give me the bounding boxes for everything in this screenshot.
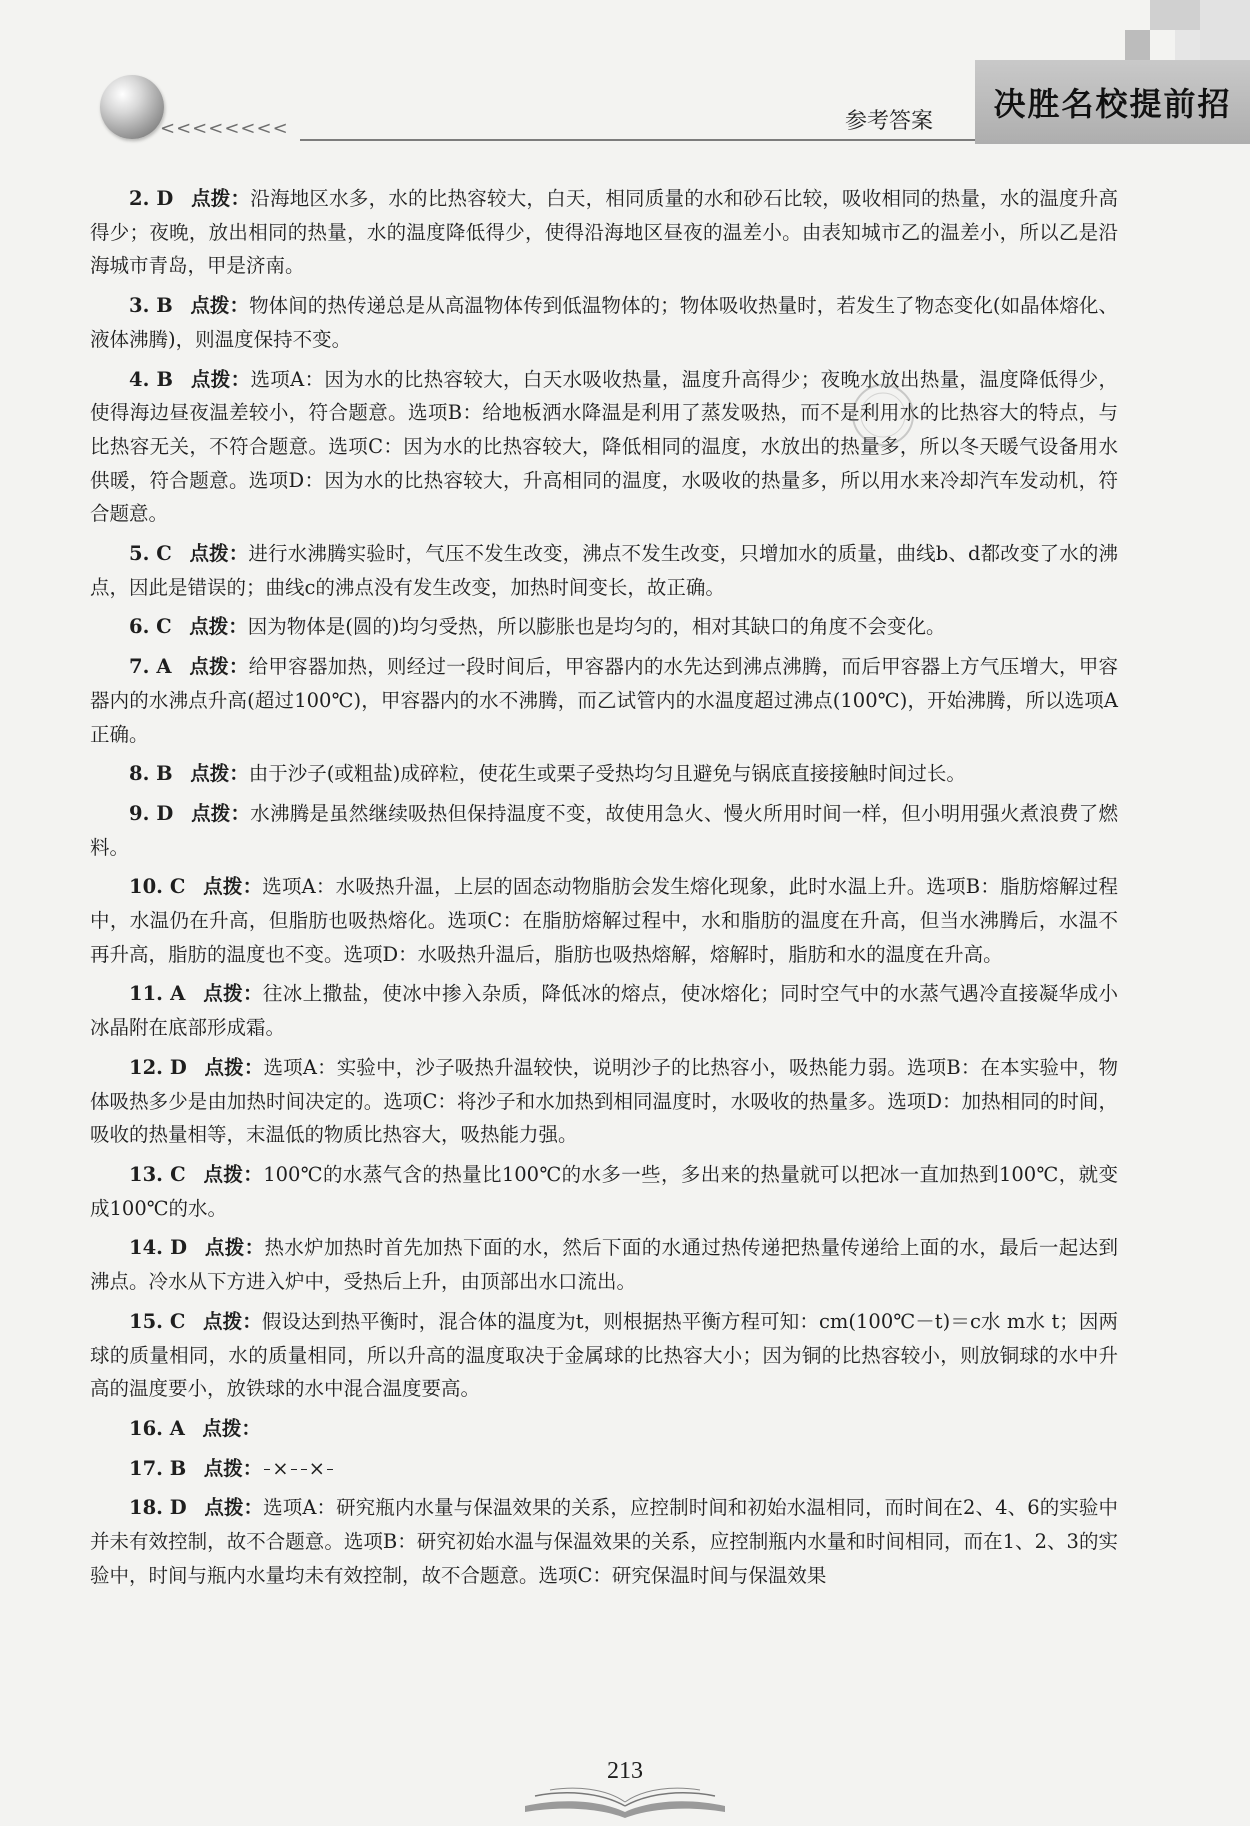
answer-item: [90, 289, 1118, 356]
seal-stamp-icon: [848, 380, 918, 454]
fraction: [327, 1467, 333, 1472]
answer-number: 8. B: [129, 762, 173, 786]
answer-number: 17. B: [129, 1456, 187, 1480]
hint-label: 点拨：: [190, 367, 251, 391]
answer-item: [90, 1491, 1118, 1592]
answer-item: [90, 1158, 1118, 1225]
answer-text: 水沸腾是虽然继续吸热但保持温度不变，故使用急火、慢火所用时间一样，但小明用强火煮浪费了燃料。: [90, 801, 1118, 859]
answer-number: 11. A: [129, 982, 186, 1006]
fraction-denominator: [264, 1470, 270, 1472]
answer-item: [90, 182, 1118, 283]
hint-label: 点拨：: [204, 1236, 265, 1260]
answer-number: 13. C: [129, 1162, 186, 1186]
answer-number: 12. D: [129, 1055, 187, 1079]
answer-item: [90, 757, 1118, 791]
answer-text: 由于沙子(或粗盐)成碎粒，使花生或栗子受热均匀且避免与锅底直接接触时间过长。: [248, 762, 966, 786]
answer-text: 沿海地区水多，水的比热容较大，白天，相同质量的水和砂石比较，吸收相同的热量，水的温度升高得少；夜晚，放出相同的热量，水的温度降低得少，使得沿海地区昼夜的温差小。由表知城市乙的温差小，所以乙是沿海城市青岛，甲是济南。: [90, 187, 1118, 278]
fraction: [301, 1467, 307, 1472]
hint-label: 点拨：: [189, 655, 249, 679]
hint-label: 点拨：: [202, 1416, 261, 1440]
section-label: 参考答案: [845, 109, 934, 134]
fraction-denominator: [327, 1470, 333, 1472]
answer-number: 9. D: [129, 801, 174, 825]
fraction: [264, 1467, 270, 1472]
decor-square: [1175, 30, 1200, 60]
answer-number: 14. D: [129, 1236, 187, 1260]
answer-item: [90, 1231, 1118, 1298]
answer-item: [90, 650, 1118, 751]
hint-label: 点拨：: [190, 801, 251, 825]
hint-label: 点拨：: [189, 542, 249, 566]
decor-square: [1125, 30, 1150, 60]
hint-label: 点拨：: [203, 1162, 264, 1186]
answer-text: 100℃的水蒸气含的热量比100℃的水多一些，多出来的热量就可以把冰一直加热到100℃，就变成100℃的水。: [90, 1162, 1118, 1220]
answer-text: 进行水沸腾实验时，气压不发生改变，沸点不发生改变，只增加水的质量，曲线b、d都改变了水的沸点，因此是错误的；曲线c的沸点没有发生改变，加热时间变长，故正确。: [90, 542, 1118, 599]
hint-label: 点拨：: [204, 1055, 264, 1079]
brand-banner: [975, 60, 1250, 144]
answer-item: [90, 1051, 1118, 1152]
hint-label: 点拨：: [203, 1456, 263, 1480]
answer-text: 热水炉加热时首先加热下面的水，然后下面的水通过热传递把热量传递给上面的水，最后一起达到沸点。冷水从下方进入炉中，受热后上升，由顶部出水口流出。: [90, 1236, 1118, 1294]
hint-label: 点拨：: [204, 1496, 264, 1520]
answer-number: 15. C: [129, 1309, 186, 1333]
answer-item: [90, 1412, 1118, 1446]
header-rule: [300, 139, 975, 141]
answer-number: 18. D: [129, 1496, 187, 1520]
answer-number: 2. D: [129, 187, 174, 210]
fraction-denominator: [301, 1470, 307, 1472]
answer-text: 因为物体是(圆的)均匀受热，所以膨胀也是均匀的，相对其缺口的角度不会变化。: [247, 615, 946, 639]
answer-text: 假设达到热平衡时，混合体的温度为t，则根据热平衡方程可知：cm(100℃－t)＝c水 m水 t；因两球的质量相同，水的质量相同，所以升高的温度取决于金属球的比热容大小；因为铜的比热容较小，则放铜球的水中升高的温度要小，放铁球的水中混合温度要高。: [90, 1309, 1119, 1401]
answer-item: [90, 977, 1118, 1044]
answer-item: [90, 610, 1118, 644]
answer-number: 16. A: [129, 1416, 185, 1440]
answer-text: 给甲容器加热，则经过一段时间后，甲容器内的水先达到沸点沸腾，而后甲容器上方气压增大，甲容器内的水沸点升高(超过100℃)，甲容器内的水不沸腾，而乙试管内的水温度超过沸点(100℃)，开始沸腾，所以选项A正确。: [90, 655, 1118, 746]
answer-number: 5. C: [129, 542, 172, 566]
answer-text: 选项A：水吸热升温，上层的固态动物脂肪会发生熔化现象，此时水温上升。选项B：脂肪熔解过程中，水温仍在升高，但脂肪也吸热熔化。选项C：在脂肪熔解过程中，水和脂肪的温度在升高，但当水沸腾后，水温不再升高，脂肪的温度也不变。选项D：水吸热升温后，脂肪也吸热熔解，熔解时，脂肪和水的温度在升高。: [90, 875, 1118, 966]
hint-label: 点拨：: [190, 762, 249, 786]
decor-square: [1200, 0, 1250, 60]
hint-label: 点拨：: [202, 875, 263, 899]
hint-label: 点拨：: [190, 187, 251, 210]
answer-item: [90, 1598, 1118, 1632]
answer-number: 7. A: [129, 655, 172, 679]
chevron-decoration: <<<<<<<<: [160, 118, 289, 139]
answer-item: [90, 1305, 1118, 1406]
answer-text: 选项A：实验中，沙子吸热升温较快，说明沙子的比热容小，吸热能力弱。选项B：在本实验中，物体吸热多少是由加热时间决定的。选项C：将沙子和水加热到相同温度时，水吸收的热量多。选项D：加热相同的时间，吸收的热量相等，末温低的物质比热容大，吸热能力强。: [90, 1055, 1118, 1147]
sphere-logo-icon: [100, 75, 164, 139]
hint-label: 点拨：: [202, 1309, 262, 1333]
hint-label: 点拨：: [189, 615, 248, 639]
answer-item: 17. B 点拨： × ×: [90, 1452, 1118, 1486]
page-header: [0, 0, 1250, 160]
answer-number: 3. B: [129, 294, 173, 318]
open-book-icon: [520, 1782, 730, 1822]
answer-text: 选项A：因为水的比热容较大，白天水吸收热量，温度升高得少；夜晚水放出热量，温度降低得少，使得海边昼夜温差较小，符合题意。选项B：给地板洒水降温是利用了蒸发吸热，而不是利用水的比热容大的特点，与比热容无关，不符合题意。选项C：因为水的比热容较大，降低相同的温度，水放出的热量多，所以冬天暖气设备用水供暖，符合题意。选项D：因为水的比热容较大，升高相同的温度，水吸收的热量多，所以用水来冷却汽车发动机，符合题意。: [90, 367, 1118, 526]
decor-square: [1150, 0, 1200, 30]
fraction-denominator: [291, 1470, 297, 1472]
answer-item: [90, 797, 1118, 864]
answer-item: [90, 870, 1118, 971]
hint-label: 点拨：: [190, 294, 250, 318]
answer-item: [90, 537, 1118, 604]
page-number: 213: [607, 1758, 643, 1784]
brand-title: 决胜名校提前招: [993, 85, 1232, 123]
answer-item: [90, 363, 1118, 532]
answer-number: 6. C: [129, 615, 172, 639]
answer-text: 选项A：研究瓶内水量与保温效果的关系，应控制时间和初始水温相同，而时间在2、4、6的实验中并未有效控制，故不合题意。选项B：研究初始水温与保温效果的关系，应控制瓶内水量和时间相同，而在1、2、3的实验中，时间与瓶内水量均未有效控制，故不合题意。选项C：研究保温时间与保温效果: [90, 1496, 1118, 1587]
fraction: [291, 1467, 297, 1472]
answer-number: 10. C: [129, 875, 186, 899]
answer-list: [90, 182, 1118, 1638]
answer-text: 物体间的热传递总是从高温物体传到低温物体的；物体吸收热量时，若发生了物态变化(如晶体熔化、液体沸腾)，则温度保持不变。: [90, 294, 1118, 351]
answer-text: 往冰上撒盐，使冰中掺入杂质，降低冰的熔点，使冰熔化；同时空气中的水蒸气遇冷直接凝华成小冰晶附在底部形成霜。: [90, 982, 1118, 1040]
page-footer: [0, 1758, 1250, 1826]
answer-number: 4. B: [129, 367, 173, 391]
hint-label: 点拨：: [202, 982, 263, 1006]
